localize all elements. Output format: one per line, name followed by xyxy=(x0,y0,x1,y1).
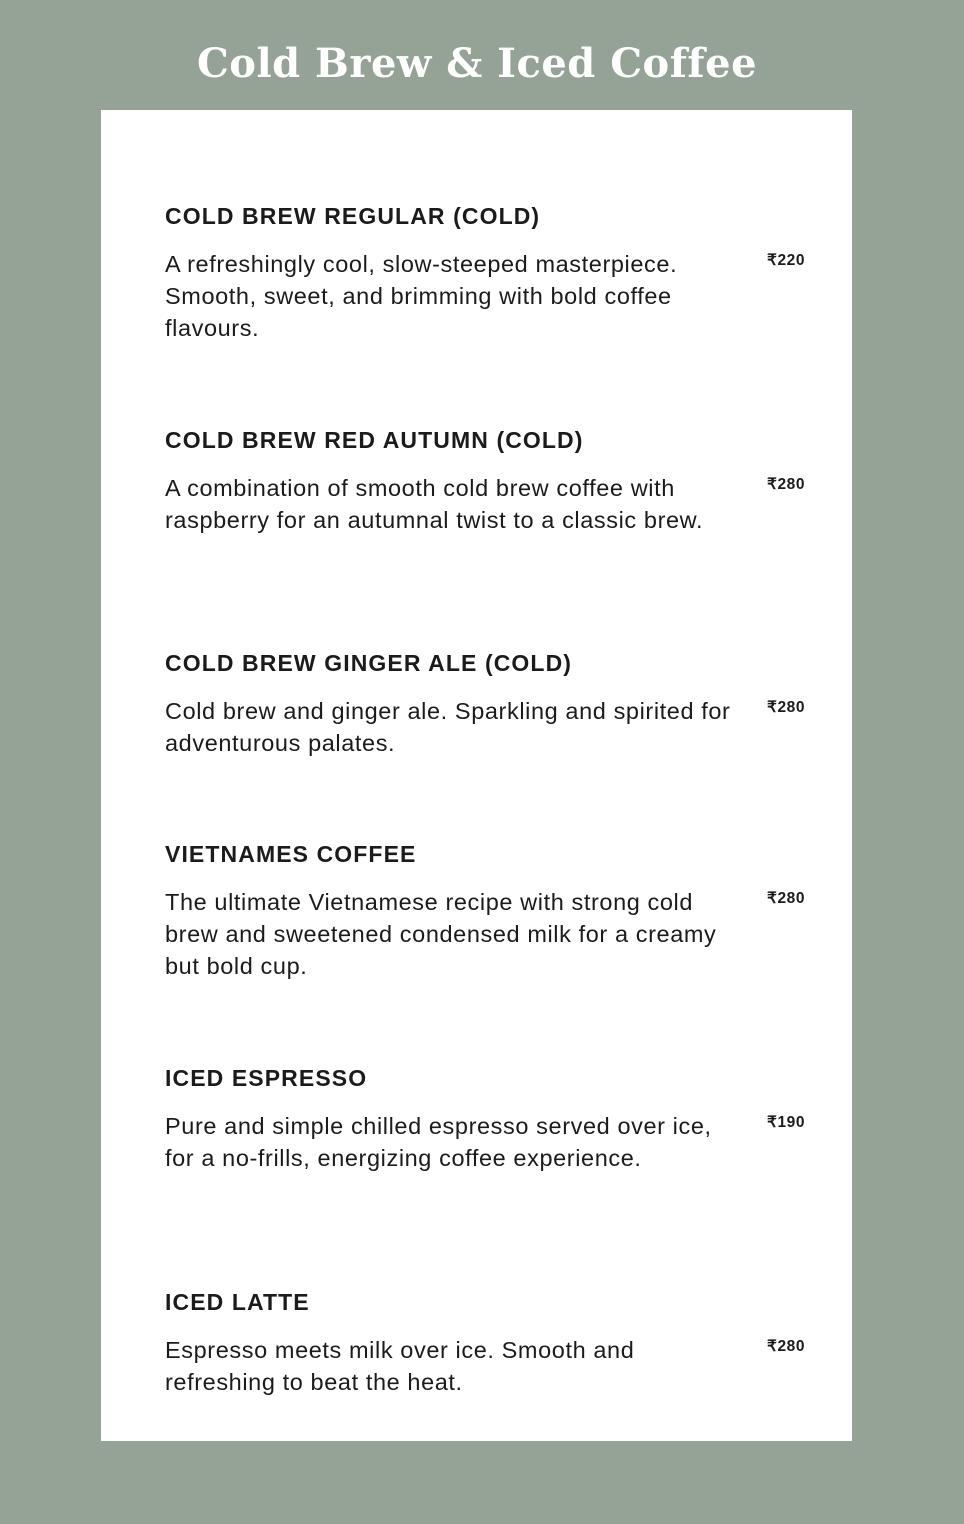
item-name: COLD BREW GINGER ALE (COLD) xyxy=(165,650,573,676)
item-name: ICED LATTE xyxy=(165,1289,310,1315)
item-name: ICED ESPRESSO xyxy=(165,1065,368,1091)
item-price: ₹220 xyxy=(767,252,806,269)
item-price: ₹190 xyxy=(767,1114,806,1131)
item-price: ₹280 xyxy=(767,890,806,907)
item-description: Cold brew and ginger ale. Sparkling and spirited for adventurous palates. xyxy=(165,698,731,756)
item-price: ₹280 xyxy=(767,699,806,716)
item-description: Pure and simple chilled espresso served over ice, for a no-frills, energizing coffee experience. xyxy=(165,1113,712,1171)
item-description: A combination of smooth cold brew coffee with raspberry for an autumnal twist to a classic brew. xyxy=(165,475,704,533)
item-description: A refreshingly cool, slow-steeped masterpiece. Smooth, sweet, and brimming with bold coffee flavours. xyxy=(165,251,678,341)
item-price: ₹280 xyxy=(767,476,806,493)
item-description: Espresso meets milk over ice. Smooth and refreshing to beat the heat. xyxy=(165,1337,635,1395)
item-name: VIETNAMES COFFEE xyxy=(165,841,417,867)
item-name: COLD BREW REGULAR (COLD) xyxy=(165,203,541,229)
item-name: COLD BREW RED AUTUMN (COLD) xyxy=(165,427,584,453)
page-title: Cold Brew & Iced Coffee xyxy=(196,40,758,87)
menu-card xyxy=(101,110,852,1441)
item-price: ₹280 xyxy=(767,1338,806,1355)
item-description: The ultimate Vietnamese recipe with strong cold brew and sweetened condensed milk for a creamy but bold cup. xyxy=(165,889,717,979)
